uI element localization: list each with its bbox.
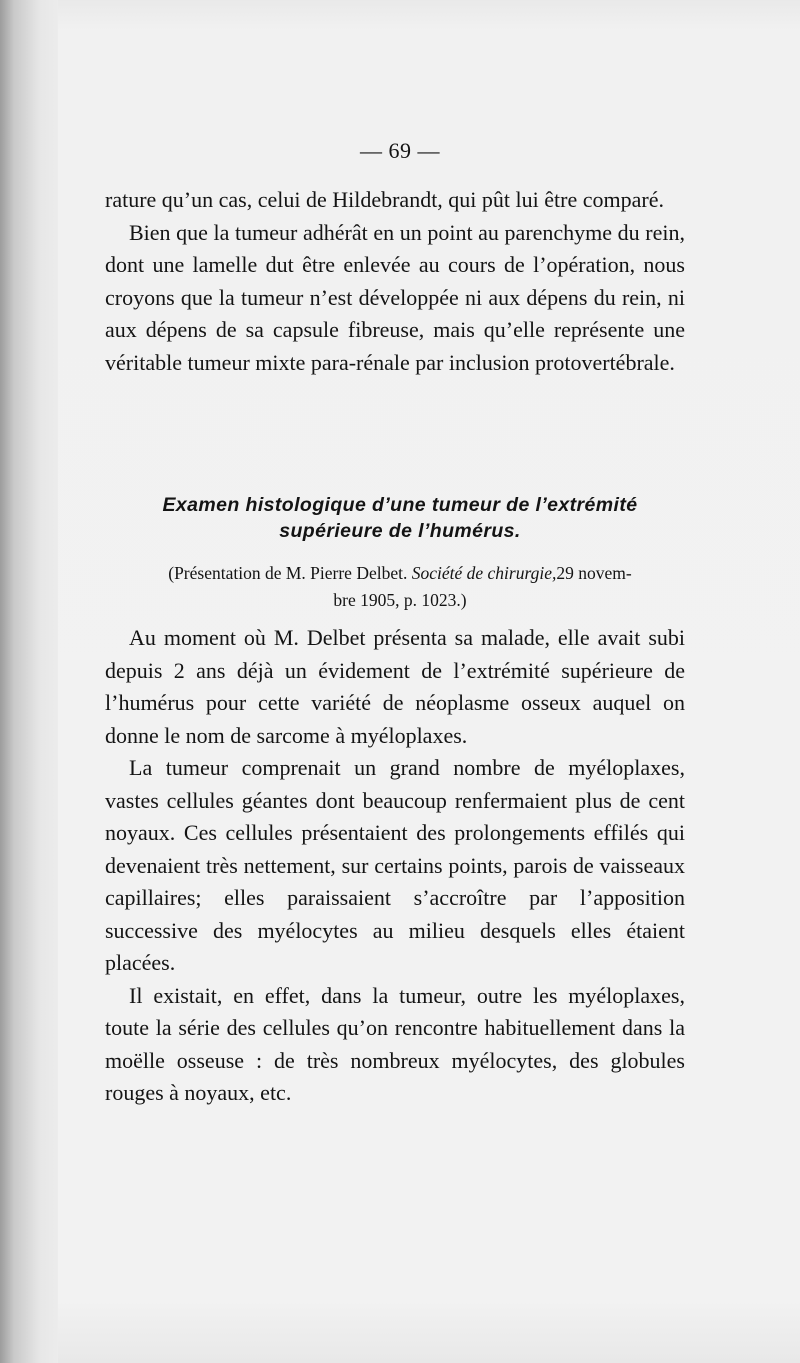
- citation-line-2: bre 1905, p. 1023.): [333, 590, 467, 610]
- paragraph-continuation: rature qu’un cas, celui de Hildebrandt, qui pût lui être comparé.: [105, 187, 664, 212]
- citation-line-1: [105, 560, 695, 587]
- citation-journal: Société de chirurgie,: [411, 563, 557, 583]
- citation-date: 29 novem-: [556, 563, 632, 583]
- page-number: — 69 —: [360, 138, 440, 163]
- paragraph-cell-series: Il existait, en effet, dans la tumeur, outre les myéloplaxes, toute la série des cellules qu’on rencontre habituellement dans la moëlle osseuse : de très nombreux myélocytes, des globules rouges à noyaux, etc.: [105, 982, 685, 1105]
- section-body: [105, 622, 685, 1110]
- paragraph-presentation: Au moment où M. Delbet présenta sa malade, elle avait subi depuis 2 ans déjà un évidement de l’extrémité supérieure de l’humérus pour cette variété de néoplasme osseux auquel on donne le nom de sarcome à myéloplaxes.: [105, 625, 685, 748]
- heading-line-2: supérieure de l’humérus.: [279, 520, 521, 542]
- citation-presenter: (Présentation de M. Pierre Delbet.: [168, 563, 412, 583]
- section-heading: [105, 492, 695, 544]
- heading-line-1: Examen histologique d’une tumeur de l’extrémité: [162, 494, 638, 516]
- citation: [105, 560, 695, 614]
- paragraph-myeloplaxes: La tumeur comprenait un grand nombre de myéloplaxes, vastes cellules géantes dont beaucoup renfermaient plus de cent noyaux. Ces cellules présentaient des prolongements effilés qui devenaient très nettement, sur certains points, parois de vaisseaux capillaires; elles paraissaient s’accroître par l’apposition successive des myélocytes au milieu desquels elles étaient placées.: [105, 755, 685, 975]
- paragraph-tumor-conclusion: Bien que la tumeur adhérât en un point au parenchyme du rein, dont une lamelle dut être enlevée au cours de l’opération, nous croyons que la tumeur n’est développée ni aux dépens du rein, ni aux dépens de sa capsule fibreuse, mais qu’elle représente une véritable tumeur mixte para-rénale par inclusion protovertébrale.: [105, 219, 685, 375]
- continued-text: [105, 184, 685, 379]
